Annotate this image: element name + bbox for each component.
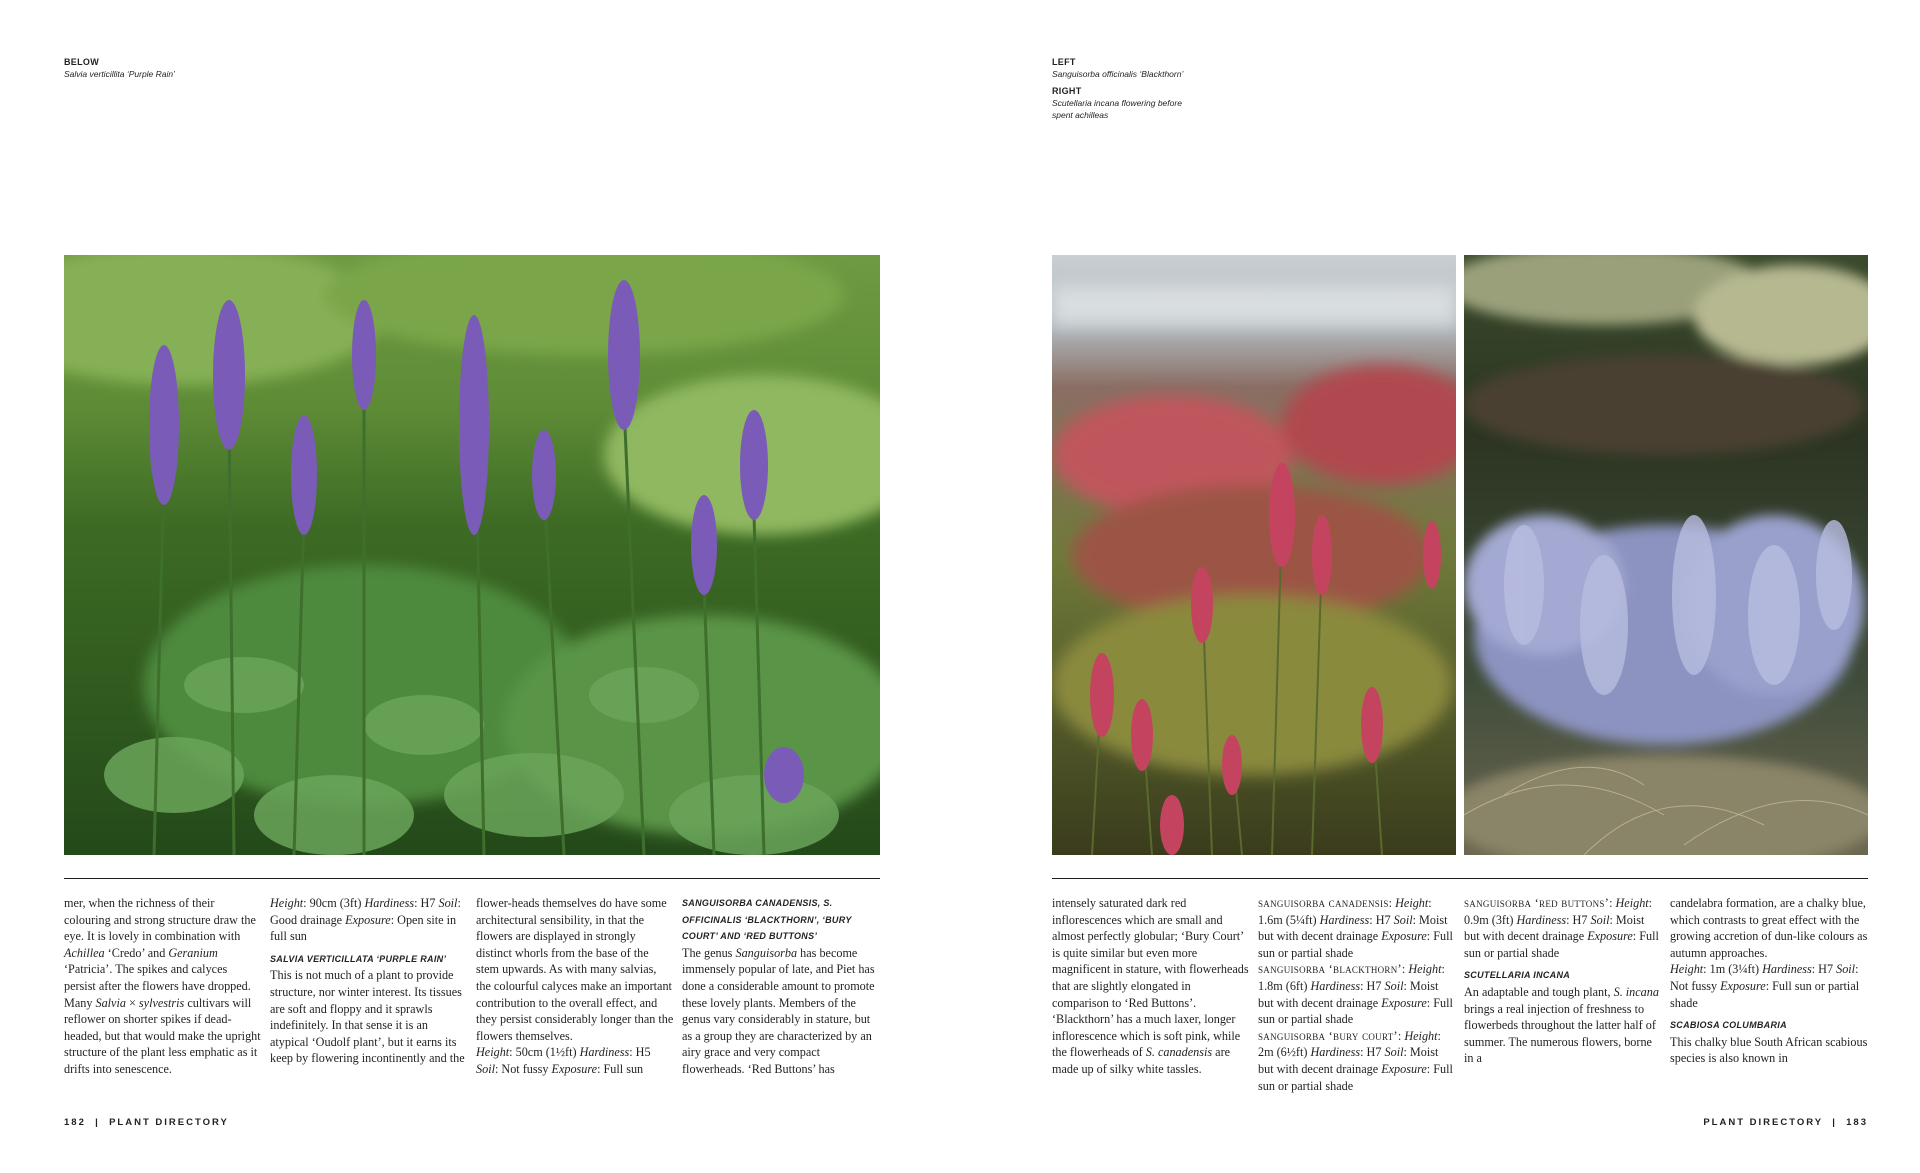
section-title: PLANT DIRECTORY <box>1703 1117 1823 1128</box>
body-paragraph <box>270 895 468 945</box>
text-run: : Full sun or partial shade <box>1258 995 1453 1027</box>
caption-left <box>1052 56 1192 80</box>
body-paragraph <box>1052 895 1250 1078</box>
italic-term: Soil <box>1836 962 1856 977</box>
text-run: : H7 <box>1360 1045 1385 1060</box>
text-column <box>1258 895 1456 1094</box>
italic-term: sylvestris <box>138 995 185 1010</box>
text-run: : <box>1401 962 1409 977</box>
text-run: : <box>1609 896 1616 910</box>
body-paragraph <box>64 895 262 1078</box>
text-run: : H7 <box>1369 912 1394 927</box>
italic-term: S. incana <box>1613 984 1659 999</box>
body-paragraph <box>476 895 674 1044</box>
text-run: : Full sun <box>597 1061 644 1076</box>
entry-heading: SCABIOSA COLUMBARIA <box>1670 1020 1787 1031</box>
text-run: are made up of silky white tassles. <box>1052 1045 1231 1076</box>
text-run: brings a real injection of freshness to flowerbeds throughout the latter half of summer. The numerous flowers, borne in a <box>1464 1001 1656 1066</box>
rule-left <box>64 878 880 879</box>
body-paragraph <box>1258 1028 1456 1094</box>
page-number: 183 <box>1846 1117 1868 1128</box>
cultivar-name: sanguisorba canadensis <box>1258 896 1389 910</box>
italic-term: Height <box>1395 896 1429 910</box>
text-column <box>1464 895 1662 1067</box>
italic-term: Exposure <box>1381 995 1427 1010</box>
caption-label: LEFT <box>1052 57 1076 67</box>
caption-label: RIGHT <box>1052 86 1082 96</box>
italic-term: Height <box>1615 896 1649 910</box>
text-run: : H7 <box>414 896 439 910</box>
text-run: : H7 <box>1811 962 1837 977</box>
text-run: has become immensely popular of late, and Piet has done a considerable amount to promote these lovely plants. Members of the genus vary considerably in stature, but as a group they are characterized by an airy grace and very compact flowerheads. ‘Red Buttons’ has <box>682 945 875 1076</box>
italic-term: Hardiness <box>1310 978 1361 993</box>
body-paragraph <box>1670 895 1868 961</box>
text-run: : Open site in full sun <box>270 912 457 944</box>
text-run: : Not fussy <box>494 1061 552 1076</box>
text-run: : Moist but with decent drainage <box>1258 912 1448 944</box>
body-paragraph <box>270 967 468 1067</box>
text-run: : H7 <box>1566 912 1591 927</box>
cultivar-name: sanguisorba ‘blackthorn’ <box>1258 962 1402 977</box>
italic-term: Soil <box>438 896 458 910</box>
entry-heading: SALVIA VERTICILLATA ‘PURPLE RAIN’ <box>270 953 447 964</box>
italic-term: Soil <box>1590 912 1610 927</box>
body-paragraph <box>1464 895 1662 961</box>
text-run: candelabra formation, are a chalky blue, which contrasts to great effect with the growing accretion of dun-like colours as autumn approaches. <box>1670 896 1868 960</box>
text-run: : 2m (6½ft) <box>1258 1028 1441 1060</box>
italic-term: Hardiness <box>1516 912 1567 927</box>
caption-text: Sanguisorba officinalis ‘Blackthorn’ <box>1052 69 1184 79</box>
caption-label: BELOW <box>64 57 99 67</box>
text-column <box>1052 895 1250 1078</box>
caption-right <box>1052 85 1192 121</box>
italic-term: Exposure <box>1381 929 1427 944</box>
text-run: The genus <box>682 945 736 960</box>
text-run: : H5 <box>629 1045 651 1060</box>
text-run: : Moist but with decent drainage <box>1258 978 1439 1010</box>
text-run: : 1.6m (5¼ft) <box>1258 896 1432 927</box>
italic-term: S. canadensis <box>1145 1045 1213 1060</box>
italic-term: Soil <box>1393 912 1413 927</box>
italic-term: Height <box>1404 1028 1438 1043</box>
text-run: : 1.8m (6ft) <box>1258 962 1445 993</box>
italic-term: Sanguisorba <box>735 945 798 960</box>
text-run: : Full sun or partial shade <box>1258 1061 1453 1093</box>
text-column <box>270 895 468 1067</box>
text-run: : Full sun or partial shade <box>1464 929 1659 960</box>
text-column <box>64 895 262 1078</box>
italic-term: Hardiness <box>364 896 415 910</box>
entry-heading: SCUTELLARIA INCANA <box>1464 970 1571 981</box>
body-paragraph <box>1258 895 1456 961</box>
page-number: 182 <box>64 1117 86 1128</box>
sanguisorba-photo-art <box>1052 255 1456 855</box>
text-run: : 1m (3¼ft) <box>1703 962 1763 977</box>
italic-term: Soil <box>1384 978 1404 993</box>
text-run: × <box>125 995 139 1010</box>
text-run: cultivars will reflower on shorter spikes if dead-headed, but that would make the upright structure of the plant less emphatic as it drifts into senescence. <box>64 995 261 1076</box>
italic-term: Achillea <box>64 945 105 960</box>
italic-term: Soil <box>476 1061 495 1076</box>
body-paragraph <box>1670 1034 1868 1067</box>
text-run: : Not fussy <box>1670 962 1859 993</box>
text-column <box>1670 895 1868 1067</box>
text-run: : 50cm (1½ft) <box>509 1045 580 1060</box>
scutellaria-photo <box>1464 255 1868 855</box>
body-paragraph <box>1464 984 1662 1067</box>
text-run: : 0.9m (3ft) <box>1464 896 1653 927</box>
italic-term: Height <box>270 896 304 910</box>
caption-text: Salvia verticillita ‘Purple Rain’ <box>64 69 176 79</box>
text-run: : Good drainage <box>270 896 461 927</box>
text-run: mer, when the richness of their colouring and strong structure draw the eye. It is lovely in combination with <box>64 896 256 944</box>
italic-term: Hardiness <box>1310 1045 1361 1060</box>
italic-term: Hardiness <box>1319 912 1370 927</box>
cultivar-name: sanguisorba ‘bury court’ <box>1258 1028 1398 1043</box>
caption-below <box>64 56 204 80</box>
text-run: An adaptable and tough plant, <box>1464 984 1614 999</box>
italic-term: Exposure <box>345 912 391 927</box>
text-run: intensely saturated dark red inflorescences which are small and almost perfectly globular; ‘Bury Court’ is quite similar but even more magnificent in stature, with flowerheads that are slightly elongated in comparison to ‘Red Buttons’. ‘Blackthorn’ has a much laxer, longer inflorescence which is soft pink, while the flowerheads of <box>1052 896 1249 1060</box>
italic-term: Soil <box>1384 1045 1404 1060</box>
text-run: : Full sun or partial shade <box>1258 929 1453 960</box>
caption-text: Scutellaria incana flowering before spent achilleas <box>1052 98 1182 120</box>
italic-term: Geranium <box>168 945 218 960</box>
folio-right <box>1703 1117 1868 1128</box>
text-run: ‘Patricia’. The spikes and calyces persist after the flowers have dropped. Many <box>64 962 251 1010</box>
entry-heading: SANGUISORBA CANADENSIS, S. OFFICINALIS ‘BLACKTHORN’, ‘BURY COURT’ AND ‘RED BUTTONS’ <box>682 898 852 942</box>
text-run: This is not much of a plant to provide structure, nor winter interest. Its tissues are soft and floppy and it sprawls indefinitely. In that sense it is an atypical ‘Oudolf plant’, but it earns its keep by flowering incontinently and the <box>270 968 465 1066</box>
rule-right <box>1052 878 1868 879</box>
italic-term: Exposure <box>1587 929 1633 944</box>
italic-term: Exposure <box>1720 978 1766 993</box>
section-title: PLANT DIRECTORY <box>109 1117 229 1128</box>
sanguisorba-photo <box>1052 255 1456 855</box>
cultivar-name: sanguisorba ‘red buttons’ <box>1464 896 1610 910</box>
text-column <box>682 895 880 1078</box>
text-run: : <box>1388 896 1396 910</box>
text-run: : Moist but with decent drainage <box>1258 1045 1439 1076</box>
italic-term: Salvia <box>95 995 126 1010</box>
italic-term: Hardiness <box>1762 962 1812 977</box>
italic-term: Height <box>1408 962 1442 977</box>
text-run: : 90cm (3ft) <box>303 896 365 910</box>
body-paragraph <box>1258 961 1456 1027</box>
text-run: : Full sun or partial shade <box>1670 978 1860 1010</box>
italic-term: Height <box>476 1045 510 1060</box>
text-column <box>476 895 674 1078</box>
text-run: flower-heads themselves do have some architectural sensibility, in that the flowers are displayed in strongly distinct whorls from the base of the stem upwards. As with many salvias, the colourful calyces make an important contribution to the overall effect, and they persist considerably longer than the flowers themselves. <box>476 896 674 1043</box>
italic-term: Exposure <box>1381 1061 1427 1076</box>
italic-term: Hardiness <box>579 1045 630 1060</box>
folio-separator: | <box>1832 1117 1837 1128</box>
text-run: : <box>1397 1028 1405 1043</box>
body-paragraph <box>682 945 880 1078</box>
body-paragraph <box>1670 961 1868 1011</box>
italic-term: Height <box>1670 962 1704 977</box>
text-run: ‘Credo’ and <box>104 945 169 960</box>
text-run: : Moist but with decent drainage <box>1464 912 1645 944</box>
text-run: This chalky blue South African scabious species is also known in <box>1670 1034 1868 1066</box>
text-run: : H7 <box>1360 978 1385 993</box>
salvia-photo <box>64 255 880 855</box>
italic-term: Exposure <box>551 1061 598 1076</box>
body-paragraph <box>476 1044 674 1077</box>
folio-separator: | <box>95 1117 100 1128</box>
folio-left <box>64 1117 229 1128</box>
salvia-photo-art <box>64 255 880 855</box>
scutellaria-photo-art <box>1464 255 1868 855</box>
